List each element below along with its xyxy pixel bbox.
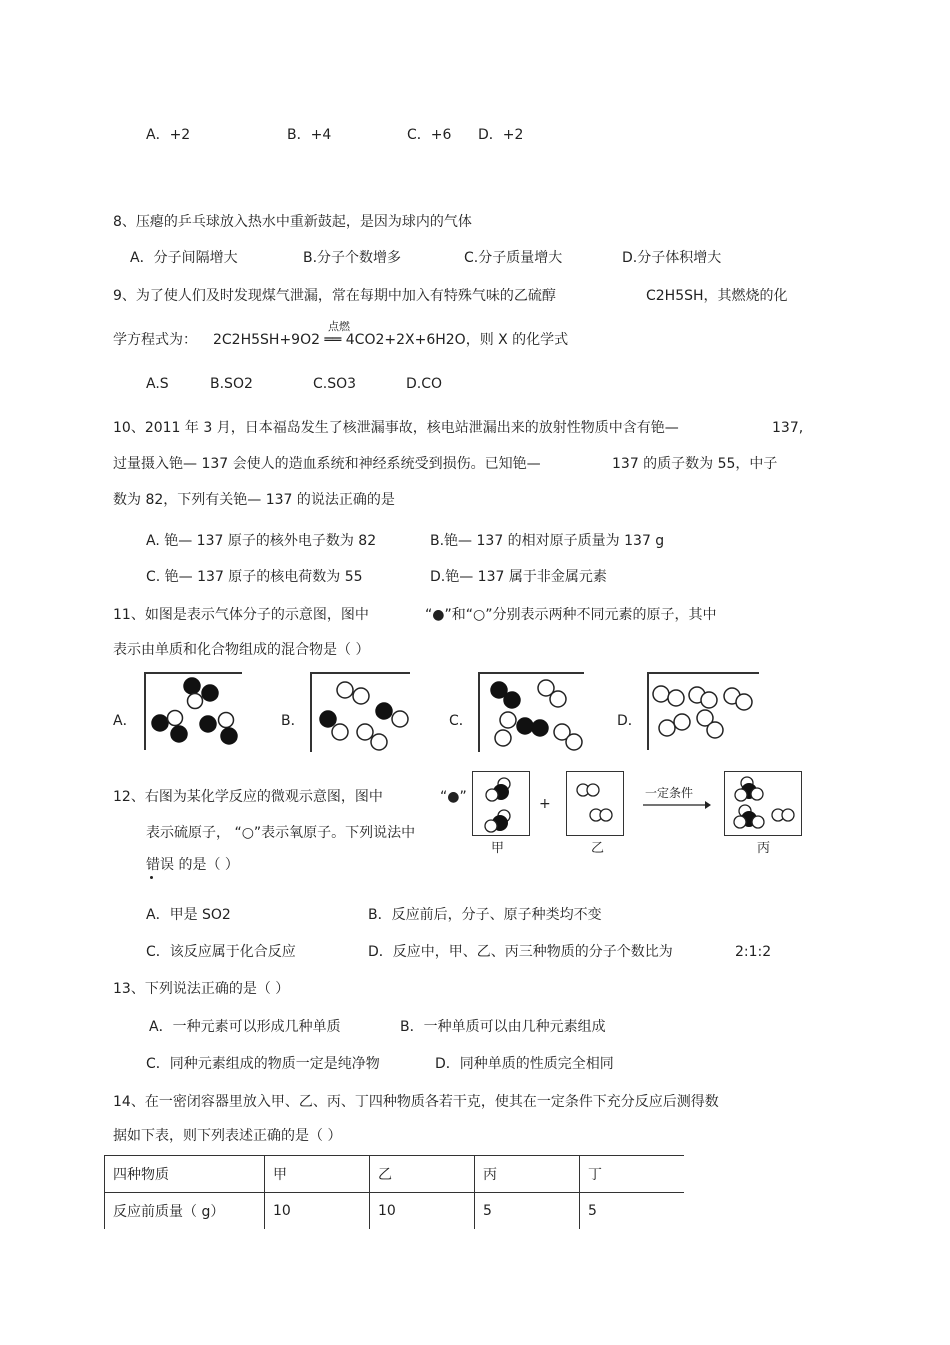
data-table	[104, 1155, 684, 1229]
q9-equation: 2C2H5SH+9O2 ══ 4CO2+2X+6H2O，则 X 的化学式	[213, 332, 569, 348]
q9-stem-line2: 学方程式为：	[113, 332, 197, 348]
table-cell: 5	[580, 1193, 685, 1230]
q11-label-a: A．	[113, 713, 137, 729]
q13-stem: 13、下列说法正确的是（ ）	[113, 981, 290, 997]
q10-option-d: D.铯— 137 属于非金属元素	[430, 569, 607, 585]
q11-line2: 表示由单质和化合物组成的混合物是（ ）	[113, 642, 370, 658]
q9-option-d: D.CO	[406, 376, 443, 392]
product-bing-box	[724, 771, 802, 836]
q7-option-a: A．+2	[146, 127, 191, 143]
q14-line1: 14、在一密闭容器里放入甲、乙、丙、丁四种物质各若干克，使其在一定条件下充分反应后测得数	[113, 1094, 719, 1110]
q10-option-c: C. 铯— 137 原子的核电荷数为 55	[146, 569, 363, 585]
q9-formula-name: C2H5SH，其燃烧的化	[646, 288, 788, 304]
q12-line3: 错误 的是（ ）	[146, 857, 239, 873]
q12-line2: 表示硫原子， “○”表示氧原子。下列说法中	[146, 825, 416, 841]
q11-diagram-d	[647, 672, 759, 750]
q7-option-d: D．+2	[478, 127, 524, 143]
table-cell: 10	[370, 1193, 475, 1230]
q11-line1-tail: “●”和“○”分别表示两种不同元素的原子，其中	[425, 607, 717, 623]
q13-option-c: C．同种元素组成的物质一定是纯净物	[146, 1056, 380, 1072]
plus-sign: +	[539, 796, 551, 812]
q12-option-d: D．反应中，甲、乙、丙三种物质的分子个数比为	[368, 944, 673, 960]
q13-option-a: A．一种元素可以形成几种单质	[149, 1019, 341, 1035]
q11-label-d: D．	[617, 713, 642, 729]
q13-option-b: B．一种单质可以由几种元素组成	[400, 1019, 606, 1035]
q7-option-c: C．+6	[407, 127, 452, 143]
table-row	[105, 1193, 685, 1230]
q9-stem-line1: 9、为了使人们及时发现煤气泄漏，常在每期中加入有特殊气味的乙硫醇	[113, 288, 556, 304]
q10-option-b: B.铯— 137 的相对原子质量为 137 g	[430, 533, 665, 549]
q10-line2: 过量摄入铯— 137 会使人的造血系统和神经系统受到损伤。已知铯—	[113, 456, 541, 472]
q10-line2-tail: 137 的质子数为 55，中子	[612, 456, 778, 472]
q11-line1: 11、如图是表示气体分子的示意图，图中	[113, 607, 369, 623]
q8-option-c: C.分子质量增大	[464, 250, 563, 266]
q11-label-b: B．	[281, 713, 305, 729]
q9-reaction-condition: 点燃	[328, 320, 350, 333]
q12-line1: 12、右图为某化学反应的微观示意图，图中	[113, 789, 383, 805]
q12-option-d-ratio: 2:1:2	[735, 944, 772, 960]
q14-line2: 据如下表，则下列表述正确的是（ ）	[113, 1128, 342, 1144]
q8-stem: 8、压瘪的乒乓球放入热水中重新鼓起，是因为球内的气体	[113, 214, 472, 230]
label-jia: 甲	[491, 841, 505, 856]
q12-option-c: C．该反应属于化合反应	[146, 944, 296, 960]
q11-diagram-a	[144, 672, 242, 750]
q11-label-c: C．	[449, 713, 473, 729]
q7-option-b: B．+4	[287, 127, 332, 143]
table-cell: 5	[475, 1193, 580, 1230]
reaction-condition: 一定条件	[645, 786, 694, 800]
q10-line1: 10、2011 年 3 月，日本福岛发生了核泄漏事故，核电站泄漏出来的放射性物质中含有铯—	[113, 420, 679, 436]
table-cell: 四种物质	[105, 1156, 265, 1193]
table-cell: 乙	[370, 1156, 475, 1193]
table-cell: 丁	[580, 1156, 685, 1193]
table-cell: 反应前质量（ g）	[105, 1193, 265, 1230]
reactant-jia-box	[472, 771, 530, 836]
q8-option-b: B.分子个数增多	[303, 250, 402, 266]
q9-option-a: A.S	[146, 376, 169, 392]
label-yi: 乙	[591, 841, 605, 856]
label-bing: 丙	[757, 841, 771, 856]
table-cell: 甲	[265, 1156, 370, 1193]
table-header-row	[105, 1156, 685, 1193]
q10-line1-number: 137,	[772, 420, 804, 436]
table-cell: 10	[265, 1193, 370, 1230]
table-cell: 丙	[475, 1156, 580, 1193]
q13-option-d: D．同种单质的性质完全相同	[435, 1056, 614, 1072]
q12-option-b: B．反应前后，分子、原子种类均不变	[368, 907, 602, 923]
q11-diagram-c	[478, 672, 584, 752]
q12-option-a: A．甲是 SO2	[146, 907, 231, 923]
q9-option-c: C.SO3	[313, 376, 357, 392]
q9-option-b: B.SO2	[210, 376, 253, 392]
q8-option-d: D.分子体积增大	[622, 250, 722, 266]
reaction-arrow	[641, 800, 711, 810]
q12-line1-tail: “●”	[440, 789, 467, 805]
q10-option-a: A. 铯— 137 原子的核外电子数为 82	[146, 533, 377, 549]
q11-diagram-b	[310, 672, 410, 752]
q8-option-a: A．分子间隔增大	[130, 250, 238, 266]
q10-line3: 数为 82，下列有关铯— 137 的说法正确的是	[113, 492, 395, 508]
reactant-yi-box	[566, 771, 624, 836]
emphasis-dot	[150, 876, 153, 879]
